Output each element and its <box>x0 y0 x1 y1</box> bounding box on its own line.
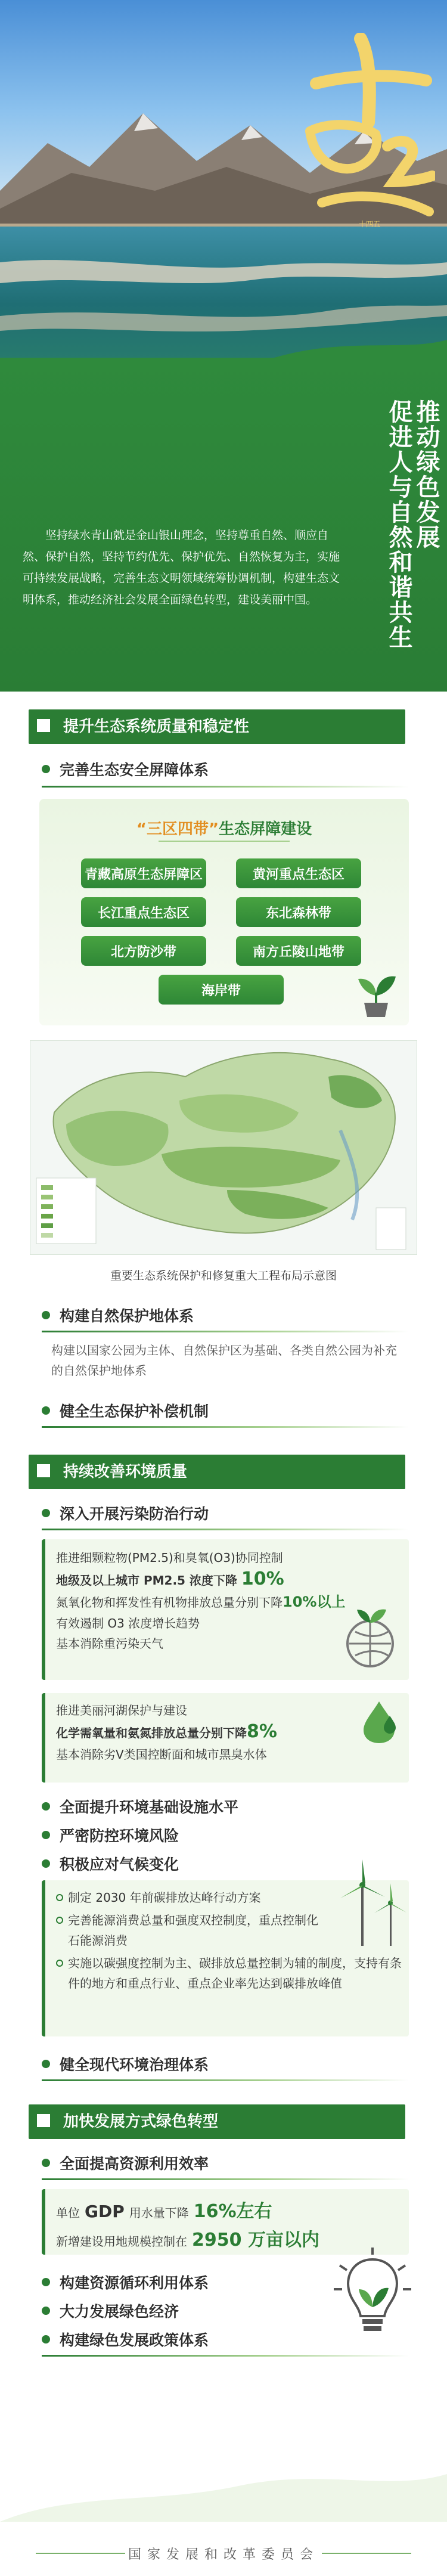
wind-turbine-icon <box>337 1856 409 1952</box>
bullet-label: 全面提升环境基础设施水平 <box>60 1799 239 1816</box>
divider <box>42 786 409 788</box>
card-title <box>39 817 409 839</box>
bullet-dot-icon <box>42 765 50 773</box>
section-title: 加快发展方式绿色转型 <box>63 2113 219 2131</box>
protected-area-description: 构建以国家公园为主体、自然保护区为基础、各类自然公园为补充的自然保护地体系 <box>51 1343 397 1378</box>
map-caption: 重要生态系统保护和修复重大工程布局示意图 <box>110 1269 337 1282</box>
air-line-5: 基本消除重污染天气 <box>56 1636 163 1651</box>
bullet-item <box>42 1824 179 1846</box>
air-quality-box <box>42 1539 409 1680</box>
gdp-water-value: 16%左右 <box>193 2201 272 2222</box>
bullet-label: 完善生态安全屏障体系 <box>60 761 209 779</box>
card-title-quote: “三区四带” <box>136 820 219 838</box>
bullet-item <box>42 2300 179 2321</box>
climate-box <box>42 1880 409 2036</box>
divider <box>42 2178 409 2180</box>
pill-south-hills: 南方丘陵山地带 <box>236 936 361 966</box>
bullet-dot-icon <box>42 2159 50 2167</box>
pill-north-sand: 北方防沙带 <box>81 936 206 966</box>
climate-item <box>56 1953 402 1994</box>
section-header-ecosystem <box>29 709 405 744</box>
bullet-item <box>42 758 209 780</box>
section-header-environment <box>29 1455 405 1489</box>
climate-text: 制定 2030 年前碳排放达峰行动方案 <box>68 1890 261 1905</box>
water-line-2-label: 化学需氧量和氨氮排放总量分别下降 <box>56 1726 247 1740</box>
air-line-4: 有效遏制 O3 浓度增长趋势 <box>56 1616 200 1630</box>
pill-yangtze: 长江重点生态区 <box>81 897 206 927</box>
vertical-title <box>349 399 438 650</box>
bullet-label: 积极应对气候变化 <box>60 1856 179 1873</box>
title-column-1: 推动绿色发展 <box>412 399 440 550</box>
divider <box>42 2079 409 2081</box>
bullet-dot-icon <box>42 1311 50 1319</box>
square-icon <box>37 2114 50 2127</box>
bullet-item <box>42 1796 238 1817</box>
bullet-dot-icon <box>42 1831 50 1839</box>
air-line-3-label: 氮氧化物和挥发性有机物排放总量分别下降 <box>56 1595 283 1610</box>
gdp-label-prefix: 单位 <box>56 2206 80 2220</box>
bullet-label: 深入开展污染防治行动 <box>60 1505 209 1523</box>
divider <box>42 1331 409 1332</box>
climate-text: 实施以碳强度控制为主、碳排放总量控制为辅的制度，支持有条件的地方和重点行业、重点企业率先达到碳排放峰值 <box>68 1956 402 1991</box>
logo-text: 十四五 <box>358 220 381 228</box>
ecological-map <box>30 1040 417 1255</box>
bullet-dot-icon <box>42 2278 50 2286</box>
cod-percentage: 8% <box>247 1721 277 1742</box>
plant-pot-icon <box>349 966 403 1019</box>
bullet-dot-icon <box>42 2307 50 2315</box>
nox-percentage: 10%以上 <box>283 1594 346 1610</box>
intro-paragraph: 坚持绿水青山就是金山银山理念，坚持尊重自然、顺应自然、保护自然，坚持节约优先、保护优先、自然恢复为主，实施可持续发展战略，完善生态文明领域统筹协调机制，构建生态文明体系，推动经济社会发展全面绿色转型，建设美丽中国。 <box>23 529 340 606</box>
hero-banner <box>0 0 447 692</box>
divider <box>42 2355 409 2357</box>
bullet-dot-icon <box>42 2060 50 2068</box>
bullet-item <box>42 2329 209 2350</box>
pill-yellow-river: 黄河重点生态区 <box>236 858 361 888</box>
barrier-card <box>39 799 409 1025</box>
green-lightbulb-icon <box>334 2248 411 2355</box>
water-line-2 <box>56 1722 390 1743</box>
bullet-item <box>42 2271 209 2293</box>
pill-qinghai-tibet: 青藏高原生态屏障区 <box>81 858 206 888</box>
china-map-illustration <box>30 1041 417 1255</box>
bullet-dot-icon <box>42 1802 50 1811</box>
bullet-dot-icon <box>42 1406 50 1415</box>
bullet-label: 健全现代环境治理体系 <box>60 2056 209 2073</box>
bullet-dot-icon <box>42 1509 50 1517</box>
circle-bullet-icon <box>56 1894 63 1901</box>
title-underline <box>159 841 290 842</box>
bullet-item <box>42 2152 209 2174</box>
decorative-leaves <box>0 2403 447 2522</box>
water-quality-box <box>42 1693 409 1783</box>
square-icon <box>37 1464 50 1477</box>
pill-northeast-forest: 东北森林带 <box>236 897 361 927</box>
globe-plant-icon <box>337 1605 403 1670</box>
circle-bullet-icon <box>56 1917 63 1924</box>
gdp-label: GDP <box>85 2202 125 2221</box>
bullet-dot-icon <box>42 1859 50 1868</box>
bullet-label: 构建自然保护地体系 <box>60 1307 194 1325</box>
pill-coast: 海岸带 <box>159 975 284 1005</box>
bullet-label: 大力发展绿色经济 <box>60 2303 179 2320</box>
footer-publisher: 国家发展和改革委员会 <box>128 2547 319 2562</box>
card-title-rest: 生态屏障建设 <box>219 820 312 838</box>
land-value: 2950 万亩以内 <box>192 2230 319 2250</box>
gdp-label-suffix: 用水量下降 <box>129 2206 189 2220</box>
bullet-item <box>42 1502 209 1524</box>
footer-line-right <box>322 2553 411 2554</box>
water-line-1: 推进美丽河湖保护与建设 <box>56 1703 187 1718</box>
climate-item <box>56 1887 336 1908</box>
divider <box>42 1426 409 1428</box>
land-label: 新增建设用地规模控制在 <box>56 2234 187 2249</box>
section-header-green-transition <box>29 2104 405 2139</box>
square-icon <box>37 719 50 732</box>
bullet-label: 构建资源循环利用体系 <box>60 2274 209 2292</box>
bullet-item <box>42 1304 194 1326</box>
title-column-2: 促进人与自然和谐共生 <box>385 399 412 650</box>
air-line-2-label: 地级及以上城市 PM2.5 浓度下降 <box>56 1573 237 1588</box>
bullet-item <box>42 2053 209 2075</box>
fourteenth-five-year-logo <box>304 33 435 230</box>
section-title: 提升生态系统质量和稳定性 <box>63 718 250 736</box>
bullet-item <box>42 1400 209 1421</box>
bullet-label: 全面提高资源利用效率 <box>60 2155 209 2172</box>
air-line-2 <box>56 1569 366 1591</box>
climate-item <box>56 1910 318 1951</box>
air-line-1: 推进细颗粒物(PM2.5)和臭氧(O3)协同控制 <box>56 1551 283 1565</box>
section-title: 持续改善环境质量 <box>63 1463 188 1481</box>
pm25-percentage: 10% <box>241 1568 284 1589</box>
circle-bullet-icon <box>56 1960 63 1967</box>
bullet-label: 健全生态保护补偿机制 <box>60 1403 209 1420</box>
bullet-label: 构建绿色发展政策体系 <box>60 2332 209 2349</box>
land-line <box>56 2225 319 2251</box>
climate-text: 完善能源消费总量和强度双控制度，重点控制化石能源消费 <box>68 1913 318 1948</box>
gdp-water-line <box>56 2196 272 2222</box>
bullet-label: 严密防控环境风险 <box>60 1827 179 1845</box>
water-line-3: 基本消除劣Ⅴ类国控断面和城市黑臭水体 <box>56 1747 267 1762</box>
divider <box>42 1529 409 1530</box>
bullet-item <box>42 1853 179 1874</box>
resource-efficiency-box <box>42 2189 409 2255</box>
bullet-dot-icon <box>42 2335 50 2343</box>
water-drop-icon <box>355 1698 403 1746</box>
